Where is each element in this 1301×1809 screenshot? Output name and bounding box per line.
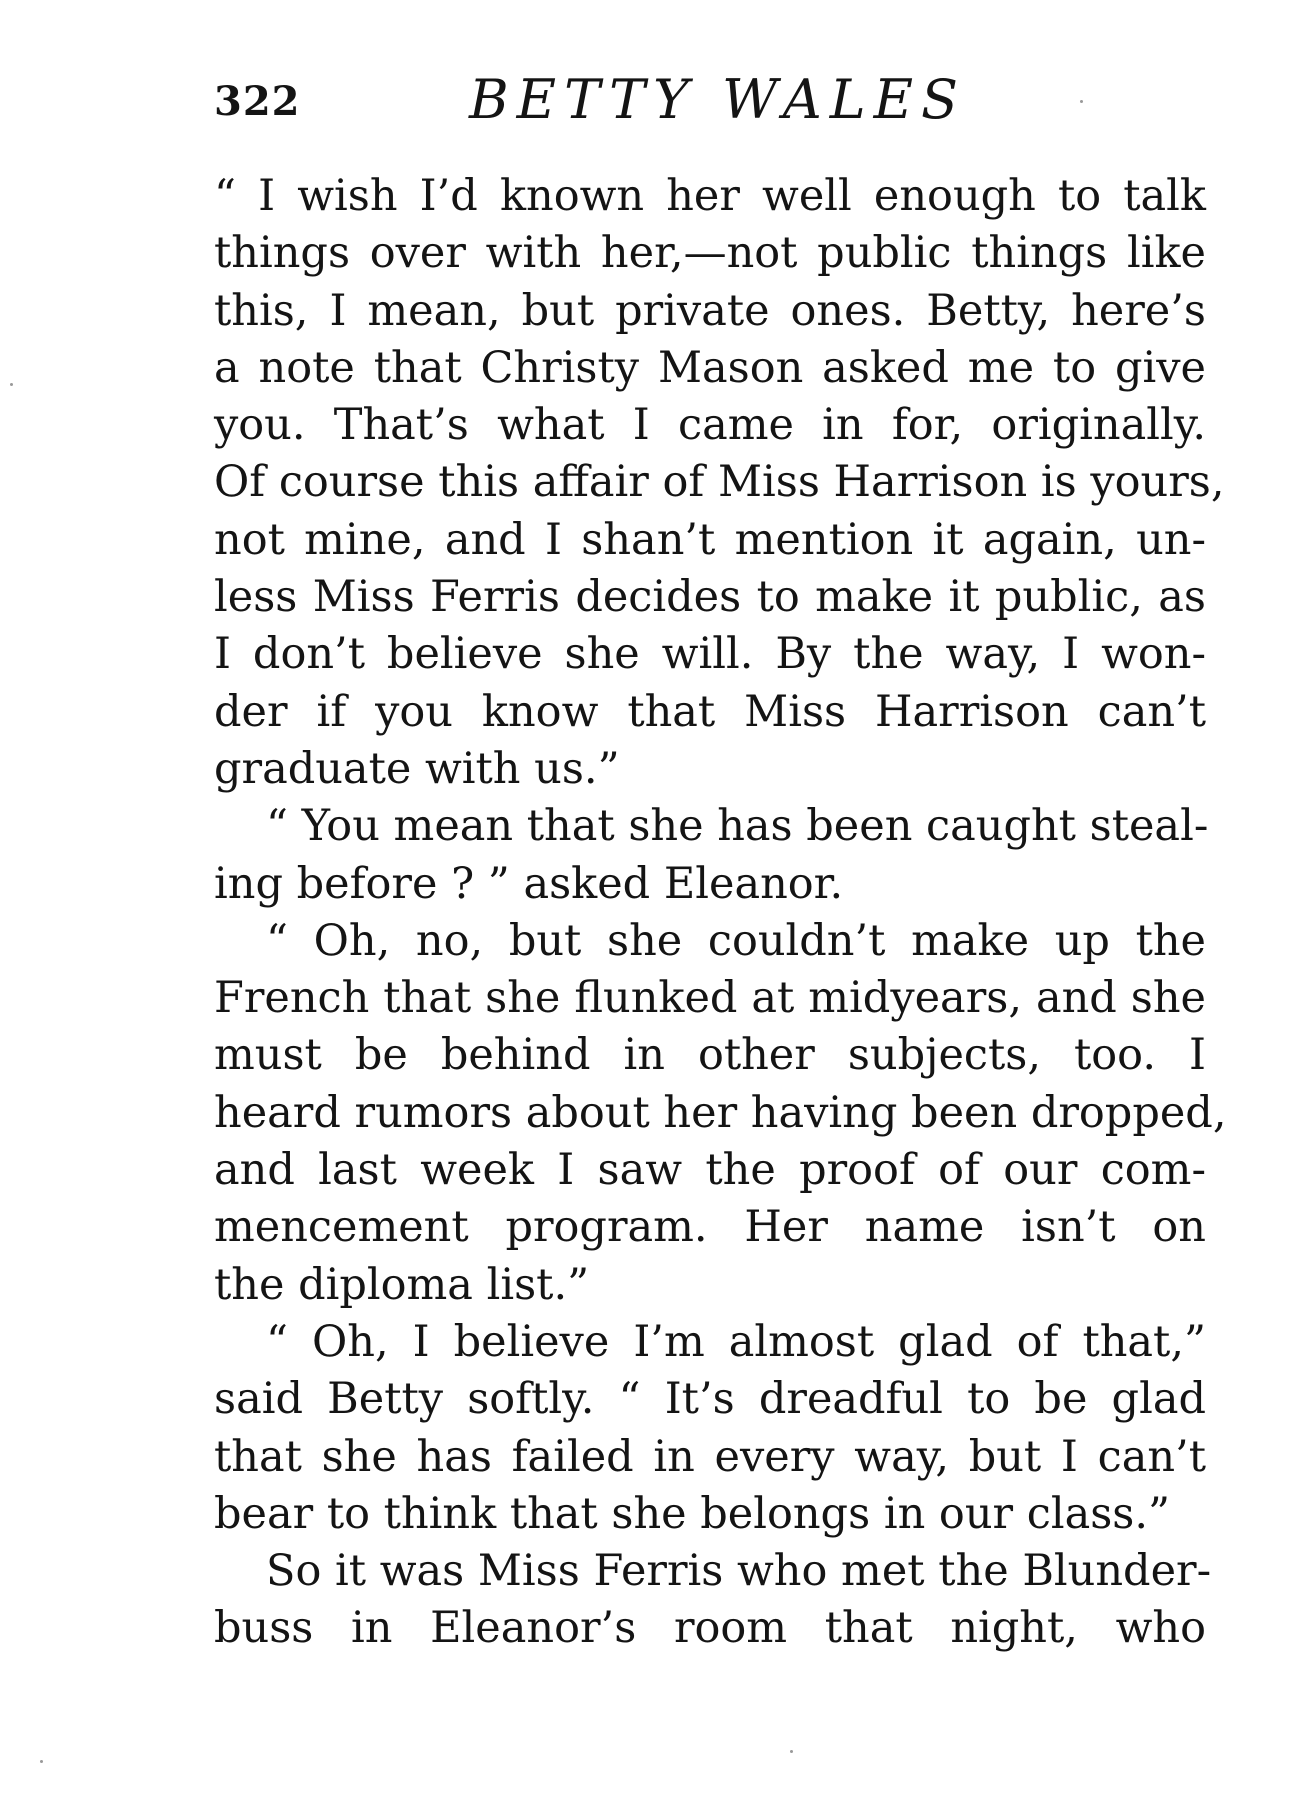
running-title: BETTY WALES [469,68,967,131]
body-text [214,168,1227,1658]
text-line: mencement program. Her name isn’t on [214,1202,1206,1253]
text-line: “ I wish I’d known her well enough to talk [214,171,1206,221]
text-line: and last week I saw the proof of our com- [214,1145,1206,1196]
page-number: 322 [214,78,301,125]
text-line: French that she flunked at midyears, and she [214,973,1206,1024]
text-line: bear to think that she belongs in our class.” [214,1488,1170,1539]
page-header [214,60,1214,140]
text-line: less Miss Ferris decides to make it public, as [214,572,1206,623]
scan-speck [40,1760,43,1763]
text-line: ing before ? ” asked Eleanor. [214,858,844,909]
text-line: I don’t believe she will. By the way, I won- [214,629,1206,680]
text-line: der if you know that Miss Harrison can’t [214,686,1206,737]
text-line: not mine, and I shan’t mention it again, un- [214,514,1206,565]
text-line: graduate with us.” [214,743,620,794]
text-line: that she has failed in every way, but I can’t [214,1431,1206,1482]
text-line: “ Oh, I believe I’m almost glad of that,” [266,1316,1206,1367]
text-line: things over with her,—not public things like [214,228,1206,279]
scan-speck [790,1750,793,1753]
text-line: heard rumors about her having been dropped, [214,1087,1227,1138]
text-line: buss in Eleanor’s room that night, who [214,1603,1206,1654]
text-line: you. That’s what I came in for, originally. [214,400,1206,451]
text-line: “ You mean that she has been caught steal- [266,801,1209,852]
text-line: this, I mean, but private ones. Betty, here’s [214,285,1206,336]
text-line: must be behind in other subjects, too. I [214,1030,1206,1081]
scan-speck [1080,100,1083,103]
text-line: Of course this affair of Miss Harrison is yours, [214,457,1225,508]
text-line: said Betty softly. “ It’s dreadful to be glad [214,1374,1206,1425]
scan-speck [10,383,13,386]
text-line: a note that Christy Mason asked me to give [214,342,1206,393]
text-line: So it was Miss Ferris who met the Blunder- [266,1546,1212,1597]
text-line: the diploma list.” [214,1259,590,1310]
text-line: “ Oh, no, but she couldn’t make up the [266,915,1206,966]
